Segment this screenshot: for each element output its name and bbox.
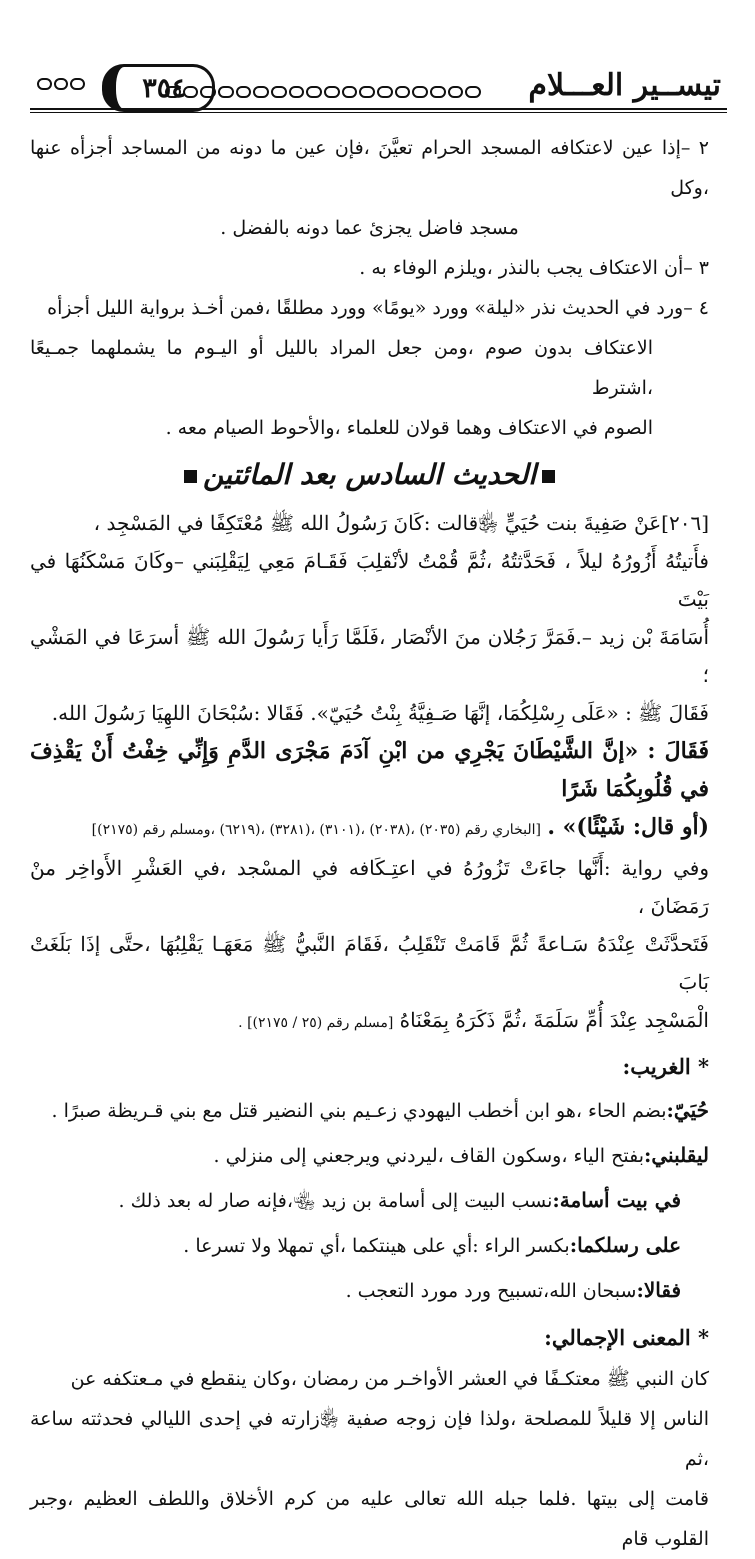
- gloss-term: في بيت أسامة:: [552, 1188, 681, 1212]
- point-line: الصوم في الاعتكاف وهما قولان للعلماء ،والأحوط الصيام معه .: [165, 417, 653, 439]
- hadith-line: أُسَامَةَ بْن زيد –.فَمَرَّ رَجُلان منَ الأنْصَار ،فَلَمَّا رَأَيا رَسُولَ الله ﷺ أسرَعَا في المَشْي ؛: [30, 625, 709, 687]
- gloss-term: فقالا:: [636, 1278, 681, 1302]
- gloss-term: على رسلكما:: [569, 1233, 681, 1257]
- gloss-definition: سبحان الله،تسبيح ورد مورد التعجب .: [345, 1280, 637, 1302]
- gloss-term: حُيَيّ:: [666, 1098, 709, 1122]
- page-header: [30, 64, 727, 114]
- hadith-reference: [البخاري رقم (٢٠٣٥) ،(٢٠٣٨) ،(٣١٠١) ،(٣٢٨١) ،(٦٢١٩) ،ومسلم رقم (٢١٧٥)]: [91, 822, 541, 838]
- hadith-title: [30, 452, 709, 498]
- gloss-item: [30, 1178, 709, 1223]
- page-number: [102, 64, 215, 112]
- gloss-definition: بضم الحاء ،هو ابن أخطب اليهودي زعـيم بني النضير قتل مع بني قـريظة صبرًا .: [51, 1100, 667, 1122]
- hadith-title-text: الحديث السادس بعد المائتين: [202, 458, 537, 491]
- point-line: الاعتكاف بدون صوم ،ومن جعل المراد بالليل أو اليـوم ما يشملهما جمـيعًا ،اشترط: [30, 337, 653, 399]
- square-bullet-icon: [184, 470, 197, 483]
- gloss-item: [30, 1088, 709, 1133]
- point-line: ٢ –إذا عين لاعتكافه المسجد الحرام تعيَّنَ ،فإن عين ما دونه من المساجد أجزأه عنها ،وكل: [30, 137, 709, 199]
- point-line: ٤ –ورد في الحديث نذر «ليلة» وورد «يومًا» وورد مطلقًا ،فمن أخـذ برواية الليل أجزأه: [47, 297, 709, 319]
- narration-reference: [مسلم رقم (٢٥ / ٢١٧٥)] .: [238, 1015, 394, 1031]
- hadith-line: [٢٠٦]عَنْ صَفِيةَ بنت حُيَيٍّ ﵂قالت :كَانَ رَسُولُ الله ﷺ مُعْتَكِفًا في المَسْجِد ،: [93, 511, 709, 535]
- hadith-line-ref: [30, 808, 709, 849]
- gloss-definition: بكسر الراء :أي على هينتكما ،أي تمهلا ولا تسرعا .: [183, 1235, 570, 1257]
- gloss-item: [30, 1133, 709, 1178]
- narration-line: فَتَحدَّثَتْ عِنْدَهُ سَـاعةً ثُمَّ قَامَتْ تَنْقَلِبُ ،فَقَامَ النَّبيُّ ﷺ مَعَهَـا يَقْلِبُهَا ،حتَّى إذَا بَلَغَتْ بَابَ: [30, 932, 709, 994]
- maana-heading: * المعنى الإجمالي:: [544, 1325, 709, 1350]
- hadith-line: فَقَالَ ﷺ : «عَلَى رِسْلِكُمَا، إنَّهَا صَـفِيَّةُ بِنْتُ حُيَيّ». فَقَالا :سُبْحَانَ اللهِيَا رَسُولَ الله.: [51, 701, 709, 725]
- maana-line: كان النبي ﷺ معتكـفًا في العشر الأواخـر من رمضان ،وكان ينقطع في مـعتكفه عن: [70, 1368, 709, 1390]
- page-number-text: ٣٥٤: [142, 72, 186, 104]
- header-rule: [30, 108, 727, 110]
- maana-line: الناس إلا قليلاً للمصلحة ،ولذا فإن زوجه صفية ﵂زارته في إحدى الليالي فحدثته ساعة ،ثم: [30, 1408, 709, 1470]
- narration-line: وفي رواية :أَنَّها جاءَتْ تَزُورُهُ في اعتِـكَافه في المسْجد ،في العَشْرِ الأَواخِر منْ رَمَضَانَ ،: [30, 856, 709, 918]
- gloss-definition: نسب البيت إلى أسامة بن زيد ﵄،فإنه صار له بعد ذلك .: [118, 1190, 553, 1212]
- page-body: [30, 128, 709, 1559]
- hadith-line-emphasis: فَقَالَ : «إنَّ الشَّيْطَانَ يَجْرِي من ابْنِ آدَمَ مَجْرَى الدَّمِ وَإِنِّي خِفْتُ أَنْ يَقْذِفَ في قُلُوبِكُمَا شَرًا: [30, 738, 709, 802]
- maana-line: قامت إلى بيتها .فلما جبله الله تعالى عليه من كرم الأخلاق واللطف العظيم ،وجبر القلوب قام: [30, 1488, 709, 1550]
- gloss-item: [30, 1223, 709, 1268]
- point-line: ٣ –أن الاعتكاف يجب بالنذر ،ويلزم الوفاء به .: [359, 257, 709, 279]
- book-title: تيســير العـــلام: [528, 68, 721, 103]
- narration-line-ref: [30, 1001, 709, 1042]
- point-line: مسجد فاضل يجزئ عما دونه بالفضل .: [220, 217, 519, 239]
- gloss-term: ليقلبني:: [644, 1143, 709, 1167]
- hadith-closing-text: (أو قال: شَيْئًا)» .: [547, 814, 709, 840]
- header-rule-thin: [30, 112, 727, 113]
- gloss-item: [30, 1268, 709, 1313]
- square-bullet-icon: [542, 470, 555, 483]
- narration-closing-text: الْمَسْجِد عِنْدَ أُمِّ سَلَمَةَ ،ثُمَّ ذَكَرَهُ بِمَعْنَاهُ: [399, 1008, 709, 1032]
- hadith-line: فأَتيتُهُ أَزُورُهُ ليلاً ، فَحَدَّثتُهُ ،ثُمَّ قُمْتُ لأنْقلِبَ فَقَـامَ مَعِي لِيَقْلِبَني –وكَانَ مَسْكَنُهَا في بَيْتَ: [30, 549, 709, 611]
- gloss-definition: بفتح الياء ،وسكون القاف ،ليردني ويرجعني إلى منزلي .: [213, 1145, 644, 1167]
- ornament-chain-small: [36, 78, 86, 92]
- gharib-heading: * الغريب:: [622, 1054, 709, 1079]
